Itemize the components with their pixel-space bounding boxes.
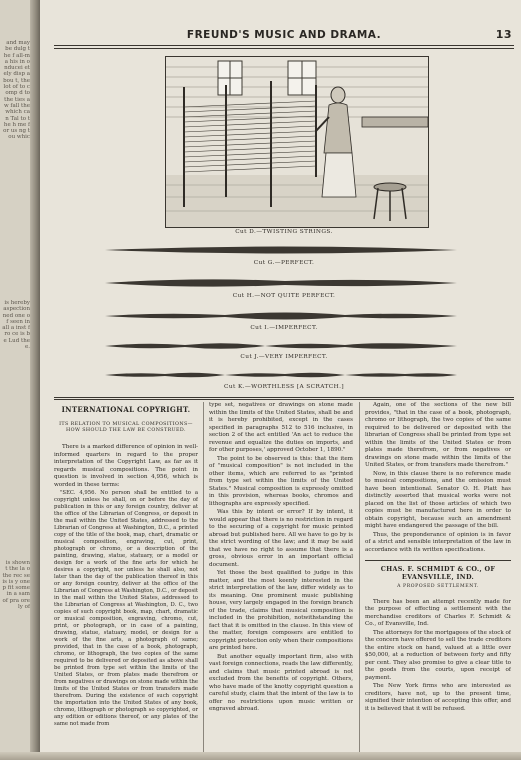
string-caption-perfect: Cut G.—PERFECT. <box>253 260 315 266</box>
article-paragraph: Thus, the preponderance of opinion is in favor of a strict and sensible interpretation of the law in accordance with its written specifications. <box>365 531 511 553</box>
binding-gutter <box>30 0 40 760</box>
engraving-illustration <box>166 57 428 227</box>
column-rule <box>203 402 204 752</box>
facing-page-text: is hereby aspection ned one of seen in all a inst fro ce is be Lud the e. <box>2 300 30 351</box>
running-header <box>54 28 514 44</box>
string-worthless <box>105 368 457 382</box>
page-number: 13 <box>495 28 512 41</box>
article-column-2 <box>209 402 353 752</box>
string-imperfect <box>105 309 457 323</box>
string-caption-not-quite-perfect: Cut H.—NOT QUITE PERFECT. <box>232 293 336 299</box>
article-column-3 <box>365 402 511 752</box>
string-caption-imperfect: Cut I.—IMPERFECT. <box>250 325 318 331</box>
article-paragraph: Yet those the best qualified to judge in this matter, and the most keenly interested in the strict interpretation of the law, differ widely as to its meaning. One prominent music publishing house, very largely engaged in the foreign branch of the trade, claims that musical composition is included in the prohibition, notwithstanding the fact that it is omitted in the clause. In this view of the matter, foreign composers are entitled to copyright protection only when their compositions are printed here. <box>209 570 353 651</box>
facing-page-edge <box>0 0 40 760</box>
facing-page-text: is shown t the la o the rec seis is y one p fit some in a sam of pra ore ly of <box>2 560 30 611</box>
article2-title: CHAS. F. SCHMIDT & CO., OF EVANSVILLE, IND. <box>380 565 496 581</box>
article-paragraph: There is a marked difference of opinion in well-informed quarters in regard to the proper interpretation of the Copyright Law, as far as it regards musical compositions. The point in question is involved in section 4,956, which is worded in these terms: <box>54 444 198 488</box>
engraving-twisting-strings <box>165 56 429 228</box>
header-rule-thin <box>54 48 514 49</box>
main-page <box>48 0 514 760</box>
page-title: FREUND'S MUSIC AND DRAMA. <box>186 29 382 41</box>
article2-subtitle: A PROPOSED SETTLEMENT. <box>397 584 479 589</box>
article-paragraph: Now, in this clause there is no reference made to musical compositions, and the omission must have been intentional. Senator O. H. Platt has distinctly asserted that musical works were not placed on the list of those articles of which two copies must be manufactured here in order to obtain copyright, because such an amendment might have endangered the passage of the bill. <box>365 470 511 529</box>
article-paragraph: The point to be observed is this: that the item of "musical composition" is not included in the other items, which are referred to as "printed from type set within the limits of the United States." Musical composition is expressly omitted in this provision, whereas books, chromos and lithographs are expressly specified. <box>209 455 353 507</box>
string-caption-very-imperfect: Cut J.—VERY IMPERFECT. <box>240 354 328 360</box>
string-very-imperfect <box>105 339 457 353</box>
article-paragraph: type set, negatives or drawings on stone made within the limits of the United States, shall be and it is hereby prohibited, except in the cases specified in paragraphs 512 to 516 inclusive, in section 2 of the act entitled 'An act to reduce the revenue and equalize the duties on imports, and for other purposes,' approved October 1, 1890." <box>209 402 353 453</box>
article-paragraph: Was this by intent or error? If by intent, it would appear that there is no restriction in regard to the securing of a copyright for music printed abroad but published here. All we have to go by is the strict wording of the law; and it may be said that we have no right to assume that there is a gross, obvious error in an important official document. <box>209 509 353 568</box>
article-subtitle: ITS RELATION TO MUSICAL COMPOSITIONS—HOW SHOULD THE LAW BE CONSTRUED. <box>59 421 193 433</box>
string-caption-worthless: Cut K.—WORTHLESS [A SCRATCH.] <box>224 384 344 390</box>
figure-caption: Cut D.—TWISTING STRINGS. <box>235 229 333 235</box>
header-rule <box>54 45 514 46</box>
article2-paragraph: The attorneys for the mortgagees of the stock of the concern have offered to sell the trade creditors the entire stock on hand, valued at a little over $50,000, at a reduction of between forty and fifty per cent. They also promise to give a clear title to the goods from the courts, upon receipt of payment. <box>365 629 511 681</box>
article-paragraph: But another equally important firm, also with vast foreign connections, reads the law differently, and claims that music printed abroad is not excluded from the benefits of copyright. Others, who have made of the knotty copyright question a careful study, claim that the intent of the law is to offer no restrictions upon music written or engraved abroad. <box>209 653 353 712</box>
article-separator <box>365 560 511 561</box>
facing-page-text: and may be dulg the f all-ma his in onducei etely disp a bou t, the lot of to comp d to the ties aw fall the which can Tal to the h me for us ng tou whic <box>3 40 30 141</box>
article-quote: "SEC. 4,956. No person shall be entitled to a copyright unless he shall, on or before the day of publication in this or any foreign country, deliver at the office of the Librarian of Congress, or deposit in the mail within the United States, addressed to the Librarian of Congress at Washington, D.C., a printed copy of the title of the book, map, chart, dramatic or musical composition, engraving, cut, print, photograph or chromo, or a description of the painting, drawing, statue, statuary, or a model or design for a work of the fine arts for which he desires a copyright, nor unless he shall also, not later than the day of the publication thereof in this or any foreign country, deliver at the office of the Librarian of Congress at Washington, D.C., or deposit in the mail within the United States, addressed to the Librarian of Congress at Washington, D. C., two copies of such copyright book, map, chart, dramatic or musical composition, engraving, chromo, cut, print, or photograph, or in case of a painting, drawing, statue, statuary, model, or design for a work of the fine arts, a photograph of same; provided, that in the case of a book, photograph, chromo, or lithograph, the two copies of the same required to be delivered or deposited as above shall be printed from type set within the limits of the United States, or from plates made therefrom or from negatives or drawings on stone made within the limits of the United States or from transfers made therefrom. During the existence of such copyright the importation into the United States of any book, chromo, lithograph or photograph so copyrighted, or any edition or editions thereof, or any plates of the same not made from <box>54 490 198 728</box>
string-not-quite-perfect <box>105 276 457 290</box>
page-bottom-edge <box>0 752 521 760</box>
article2-paragraph: The New York firms who are interested as creditors, have not, up to the present time, signified their intention of accepting this offer, and it is believed that it will be refused. <box>365 683 511 712</box>
article-title: INTERNATIONAL COPYRIGHT. <box>61 405 191 414</box>
article-paragraph: Again, one of the sections of the new bill provides, "that in the case of a book, photograph, chromo or lithograph, the two copies of the same required to be delivered or deposited with the librarian of Congress shall be printed from type set within the limits of the United States or from plates made therefrom, or from negatives or drawings on stone made within the limits of the United States, or from transfers made therefrom." <box>365 402 511 468</box>
string-perfect <box>105 243 457 257</box>
article-column-1 <box>54 402 198 752</box>
column-rule <box>359 402 360 752</box>
section-rule-thin <box>54 399 514 400</box>
section-rule <box>54 397 514 398</box>
article2-paragraph: There has been an attempt recently made for the purpose of effecting a settlement with the merchandise creditors of Charles F. Schmidt & Co., of Evansville, Ind. <box>365 598 511 627</box>
